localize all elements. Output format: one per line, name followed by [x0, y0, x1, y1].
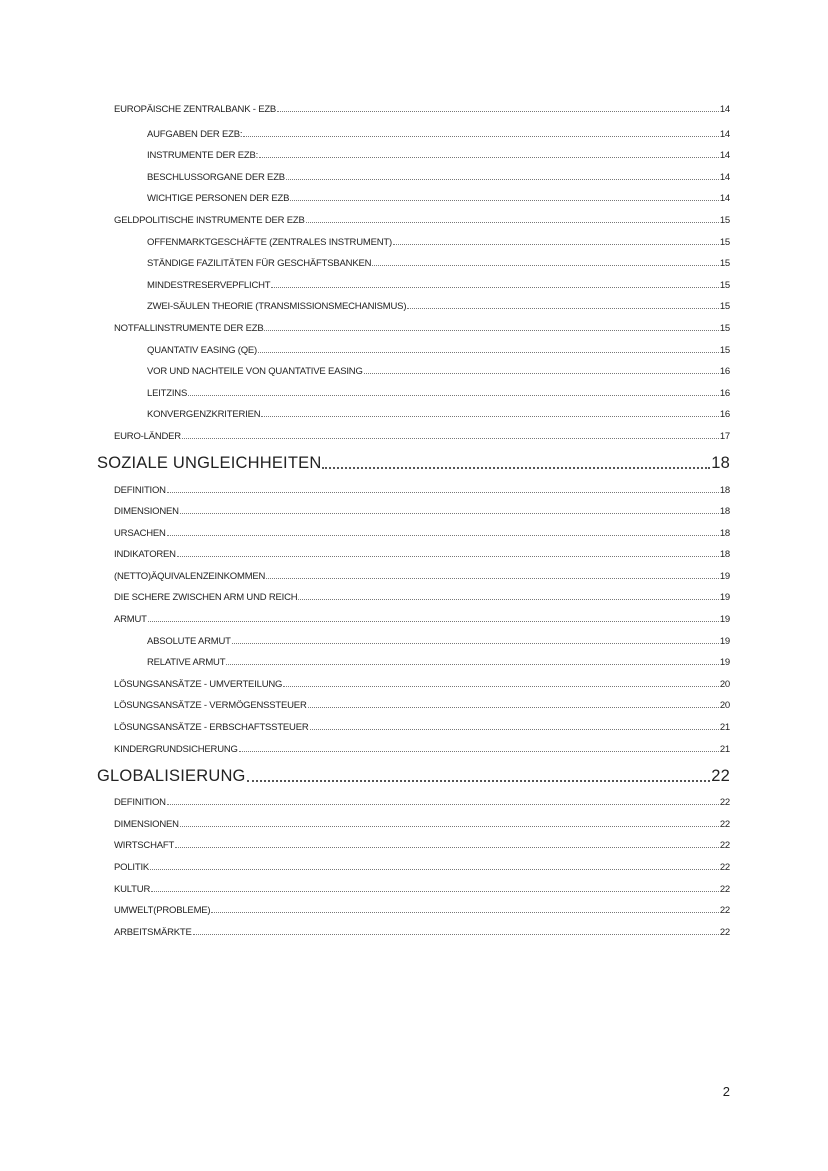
toc-entry[interactable] [97, 647, 730, 669]
toc-entry-page: 16 [719, 366, 730, 378]
toc-heading[interactable] [97, 446, 730, 474]
dot-leader [310, 729, 719, 730]
toc-entry-title: KULTUR [114, 883, 151, 895]
toc-entry[interactable] [97, 248, 730, 270]
toc-entry[interactable] [97, 808, 730, 830]
toc-heading[interactable] [97, 759, 730, 787]
toc-entry[interactable] [97, 420, 730, 442]
toc-entry[interactable] [97, 517, 730, 539]
toc-entry-title: AUFGABEN DER EZB: [147, 128, 243, 140]
toc-entry-title: ARBEITSMÄRKTE [114, 926, 192, 938]
toc-entry-title: NOTFALLINSTRUMENTE DER EZB [114, 322, 264, 334]
toc-entry-page: 16 [719, 409, 730, 421]
toc-entry[interactable] [97, 377, 730, 399]
toc-entry-page: 21 [719, 722, 730, 734]
dot-leader [167, 535, 719, 536]
toc-entry[interactable] [97, 140, 730, 162]
table-of-contents [97, 97, 730, 938]
toc-entry[interactable] [97, 560, 730, 582]
dot-leader [243, 136, 719, 137]
toc-entry-title: QUANTATIV EASING (QE) [147, 344, 257, 356]
toc-entry-page: 14 [719, 128, 730, 140]
dot-leader [188, 395, 719, 396]
toc-entry-page: 18 [711, 453, 730, 472]
dot-leader [261, 416, 718, 417]
toc-entry-page: 14 [719, 171, 730, 183]
dot-leader [364, 373, 719, 374]
toc-entry-page: 19 [719, 657, 730, 669]
toc-entry-title: LEITZINS [147, 387, 188, 399]
dot-leader [239, 751, 719, 752]
dot-leader [271, 287, 718, 288]
toc-entry-page: 22 [719, 818, 730, 830]
toc-entry-title: INSTRUMENTE DER EZB: [147, 150, 259, 162]
dot-leader [247, 780, 711, 782]
toc-entry-title: DIMENSIONEN [114, 818, 179, 830]
dot-leader [167, 804, 719, 805]
toc-entry[interactable] [97, 118, 730, 140]
toc-entry-page: 22 [711, 766, 730, 785]
toc-entry[interactable] [97, 873, 730, 895]
dot-leader [283, 686, 719, 687]
toc-entry[interactable] [97, 733, 730, 755]
toc-entry-title: BESCHLUSSORGANE DER EZB [147, 171, 285, 183]
dot-leader [372, 265, 719, 266]
toc-entry[interactable] [97, 603, 730, 625]
toc-entry-title: KINDERGRUNDSICHERUNG [114, 743, 238, 755]
toc-entry-page: 15 [719, 236, 730, 248]
toc-entry-title: MINDESTRESERVEPFLICHT [147, 279, 271, 291]
toc-entry-page: 15 [719, 214, 730, 226]
toc-entry-title: INDIKATOREN [114, 549, 176, 561]
toc-entry-title: ARMUT [114, 614, 147, 626]
dot-leader [151, 891, 719, 892]
dot-leader [277, 111, 719, 112]
toc-entry[interactable] [97, 496, 730, 518]
dot-leader [180, 826, 719, 827]
dot-leader [258, 352, 719, 353]
dot-leader [290, 200, 719, 201]
toc-entry-title: URSACHEN [114, 527, 166, 539]
toc-entry[interactable] [97, 895, 730, 917]
toc-entry-title: WICHTIGE PERSONEN DER EZB [147, 193, 290, 205]
toc-entry[interactable] [97, 582, 730, 604]
dot-leader [232, 643, 719, 644]
toc-entry-page: 15 [719, 322, 730, 334]
toc-entry-page: 17 [719, 430, 730, 442]
dot-leader [266, 578, 719, 579]
toc-entry[interactable] [97, 356, 730, 378]
toc-entry-title: STÄNDIGE FAZILITÄTEN FÜR GESCHÄFTSBANKEN [147, 258, 372, 270]
toc-entry-page: 22 [719, 840, 730, 852]
dot-leader [175, 847, 719, 848]
toc-entry-page: 21 [719, 743, 730, 755]
toc-entry-title: DIMENSIONEN [114, 506, 179, 518]
toc-entry-page: 15 [719, 344, 730, 356]
dot-leader [407, 308, 719, 309]
toc-entry-page: 19 [719, 614, 730, 626]
toc-entry-page: 15 [719, 258, 730, 270]
toc-entry-page: 19 [719, 570, 730, 582]
toc-entry[interactable] [97, 161, 730, 183]
toc-entry[interactable] [97, 830, 730, 852]
toc-entry[interactable] [97, 399, 730, 421]
toc-entry[interactable] [97, 334, 730, 356]
toc-entry-page: 20 [719, 678, 730, 690]
dot-leader [298, 599, 718, 600]
page-number: 2 [722, 1084, 730, 1099]
toc-entry-title: EURO-LÄNDER [114, 430, 181, 442]
toc-entry-page: 15 [719, 279, 730, 291]
toc-entry-title: WIRTSCHAFT [114, 840, 175, 852]
toc-entry[interactable] [97, 97, 730, 115]
toc-entry-title: GELDPOLITISCHE INSTRUMENTE DER EZB [114, 214, 305, 226]
toc-entry-page: 19 [719, 635, 730, 647]
toc-entry-title: ZWEI-SÄULEN THEORIE (TRANSMISSIONSMECHANISMUS) [147, 301, 407, 313]
dot-leader [177, 556, 719, 557]
toc-entry-page: 19 [719, 592, 730, 604]
toc-entry-title: KONVERGENZKRITERIEN [147, 409, 261, 421]
toc-entry-title: LÖSUNGSANSÄTZE - VERMÖGENSSTEUER [114, 700, 307, 712]
toc-entry[interactable] [97, 787, 730, 809]
toc-entry-title: (NETTO)ÄQUIVALENZEINKOMMEN [114, 570, 266, 582]
toc-entry-page: 22 [719, 862, 730, 873]
dot-leader [148, 621, 719, 622]
dot-leader [264, 330, 718, 331]
toc-entry[interactable] [97, 474, 730, 496]
toc-entry[interactable] [97, 312, 730, 334]
toc-entry-page: 20 [719, 700, 730, 712]
toc-entry-page: 22 [719, 926, 730, 938]
toc-entry[interactable] [97, 226, 730, 248]
toc-entry-title: SOZIALE UNGLEICHHEITEN [97, 453, 322, 472]
dot-leader [259, 157, 719, 158]
toc-entry-page: 15 [719, 301, 730, 313]
dot-leader [150, 869, 719, 870]
toc-entry[interactable] [97, 711, 730, 733]
toc-entry[interactable] [97, 183, 730, 205]
toc-entry[interactable] [97, 916, 730, 938]
toc-entry-page: 22 [719, 883, 730, 895]
toc-entry[interactable] [97, 690, 730, 712]
dot-leader [180, 513, 719, 514]
toc-entry-page: 18 [719, 527, 730, 539]
dot-leader [306, 222, 719, 223]
dot-leader [167, 492, 719, 493]
toc-entry-title: VOR UND NACHTEILE VON QUANTATIVE EASING [147, 366, 363, 378]
toc-entry-page: 14 [719, 150, 730, 162]
dot-leader [322, 467, 710, 469]
toc-entry-title: POLITIK [114, 862, 150, 873]
toc-entry[interactable] [97, 625, 730, 647]
toc-entry-title: DIE SCHERE ZWISCHEN ARM UND REICH [114, 592, 298, 604]
dot-leader [211, 912, 718, 913]
toc-entry-title: DEFINITION [114, 484, 166, 496]
toc-entry-title: OFFENMARKTGESCHÄFTE (ZENTRALES INSTRUMENT) [147, 236, 392, 248]
toc-entry-page: 22 [719, 797, 730, 809]
toc-entry-title: UMWELT(PROBLEME) [114, 905, 211, 917]
toc-entry-page: 16 [719, 387, 730, 399]
toc-entry-page: 18 [719, 506, 730, 518]
toc-entry[interactable] [97, 539, 730, 561]
toc-entry-title: RELATIVE ARMUT [147, 657, 226, 669]
toc-entry-title: LÖSUNGSANSÄTZE - ERBSCHAFTSSTEUER [114, 722, 309, 734]
toc-entry-page: 14 [719, 104, 730, 115]
toc-entry-page: 14 [719, 193, 730, 205]
toc-entry-title: DEFINITION [114, 797, 166, 809]
toc-entry-page: 18 [719, 549, 730, 561]
toc-entry[interactable] [97, 204, 730, 226]
toc-entry-title: GLOBALISIERUNG [97, 766, 246, 785]
dot-leader [393, 244, 719, 245]
dot-leader [193, 934, 719, 935]
toc-entry[interactable] [97, 269, 730, 291]
toc-entry-title: ABSOLUTE ARMUT [147, 635, 231, 647]
toc-entry-page: 18 [719, 484, 730, 496]
toc-entry-page: 22 [719, 905, 730, 917]
toc-entry-title: EUROPÄISCHE ZENTRALBANK - EZB [114, 104, 277, 115]
toc-entry[interactable] [97, 668, 730, 690]
dot-leader [226, 664, 719, 665]
toc-entry[interactable] [97, 851, 730, 873]
dot-leader [286, 179, 719, 180]
toc-entry[interactable] [97, 291, 730, 313]
dot-leader [308, 707, 719, 708]
toc-entry-title: LÖSUNGSANSÄTZE - UMVERTEILUNG [114, 678, 283, 690]
dot-leader [182, 438, 719, 439]
